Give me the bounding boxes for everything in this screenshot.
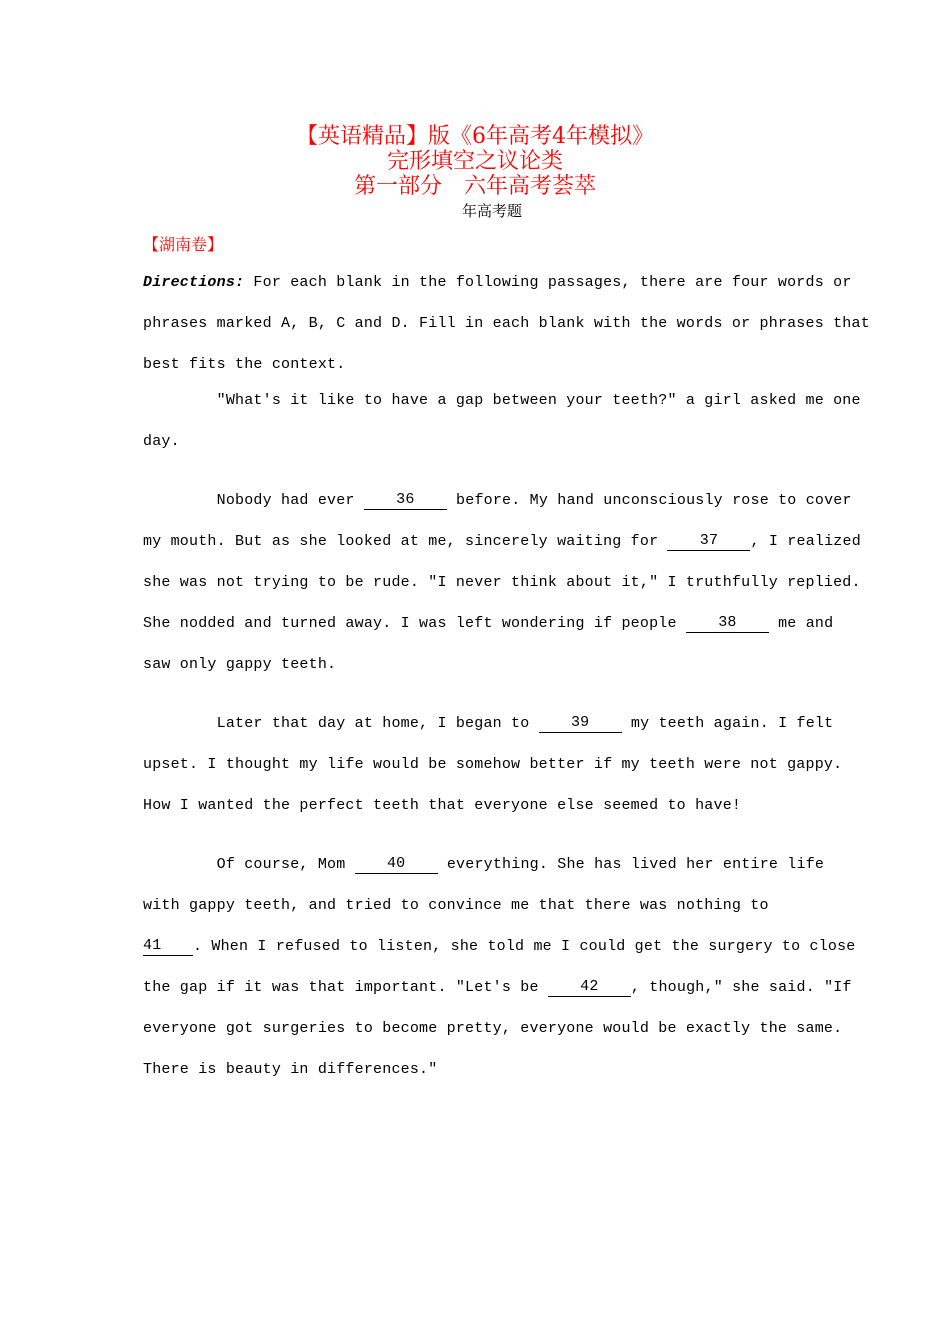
paragraph-1-line-2: day. — [143, 433, 180, 450]
blank-38: 38 — [686, 614, 769, 633]
directions-line-1 — [143, 272, 852, 294]
paragraph-3-line-2: upset. I thought my life would be somehow better if my teeth were not gappy. — [143, 756, 843, 773]
text-span: Later that day at home, I began to — [143, 715, 539, 732]
blank-42: 42 — [548, 978, 631, 997]
text-span: the gap if it was that important. "Let's be — [143, 979, 548, 996]
paragraph-4 — [143, 854, 856, 1078]
paragraph-2-line-5: saw only gappy teeth. — [143, 656, 337, 673]
document-title-line-2: 完形填空之议论类 — [386, 149, 563, 174]
text-span: Nobody had ever — [143, 492, 364, 509]
text-span: Of course, Mom — [143, 856, 355, 873]
document-subtitle: 年高考题 — [461, 202, 522, 220]
text-span: . When I refused to listen, she told me I could get the surgery to close — [193, 938, 856, 955]
directions-block — [143, 272, 870, 373]
document-title-line-3: 第一部分 六年高考荟萃 — [353, 174, 596, 199]
text-span: She nodded and turned away. I was left wondering if people — [143, 615, 686, 632]
blank-37: 37 — [667, 532, 750, 551]
text-span: everything. She has lived her entire life — [437, 856, 825, 873]
paragraph-4-line-6: There is beauty in differences." — [143, 1061, 438, 1078]
directions-label: Directions: — [143, 274, 245, 291]
document-title-line-1: 【英语精品】版《6年高考4年模拟》 — [296, 124, 654, 149]
paragraph-2-line-4 — [143, 613, 833, 635]
blank-40: 40 — [355, 855, 438, 874]
paragraph-3-line-3: How I wanted the perfect teeth that everyone else seemed to have! — [143, 797, 742, 814]
paragraph-4-line-3 — [143, 936, 856, 958]
section-label: 【湖南卷】 — [143, 235, 224, 254]
directions-line-2: phrases marked A, B, C and D. Fill in each blank with the words or phrases that — [143, 315, 870, 332]
text-span: before. My hand unconsciously rose to cover — [446, 492, 852, 509]
paragraph-4-line-2: with gappy teeth, and tried to convince me that there was nothing to — [143, 897, 769, 914]
blank-36: 36 — [364, 491, 447, 510]
text-span: my mouth. But as she looked at me, sincerely waiting for — [143, 533, 668, 550]
paragraph-4-line-5: everyone got surgeries to become pretty, everyone would be exactly the same. — [143, 1020, 843, 1037]
paragraph-1 — [143, 390, 861, 458]
paragraph-1-line-1: "What's it like to have a gap between your teeth?" a girl asked me one — [143, 392, 861, 409]
text-span: , I realized — [750, 533, 861, 550]
paragraph-4-line-1 — [143, 854, 824, 876]
paragraph-4-line-4 — [143, 977, 852, 999]
blank-39: 39 — [539, 714, 622, 733]
directions-text: For each blank in the following passages, there are four words or — [244, 274, 852, 291]
paragraph-3 — [143, 713, 843, 814]
blank-41: 41 — [143, 937, 193, 956]
paragraph-2-line-2 — [143, 531, 861, 553]
paragraph-2-line-3: she was not trying to be rude. "I never think about it," I truthfully replied. — [143, 574, 861, 591]
directions-line-3: best fits the context. — [143, 356, 346, 373]
paragraph-2 — [143, 490, 861, 673]
text-span: me and — [768, 615, 834, 632]
paragraph-3-line-1 — [143, 713, 833, 735]
text-span: , though," she said. "If — [630, 979, 852, 996]
paragraph-2-line-1 — [143, 490, 852, 512]
text-span: my teeth again. I felt — [621, 715, 834, 732]
